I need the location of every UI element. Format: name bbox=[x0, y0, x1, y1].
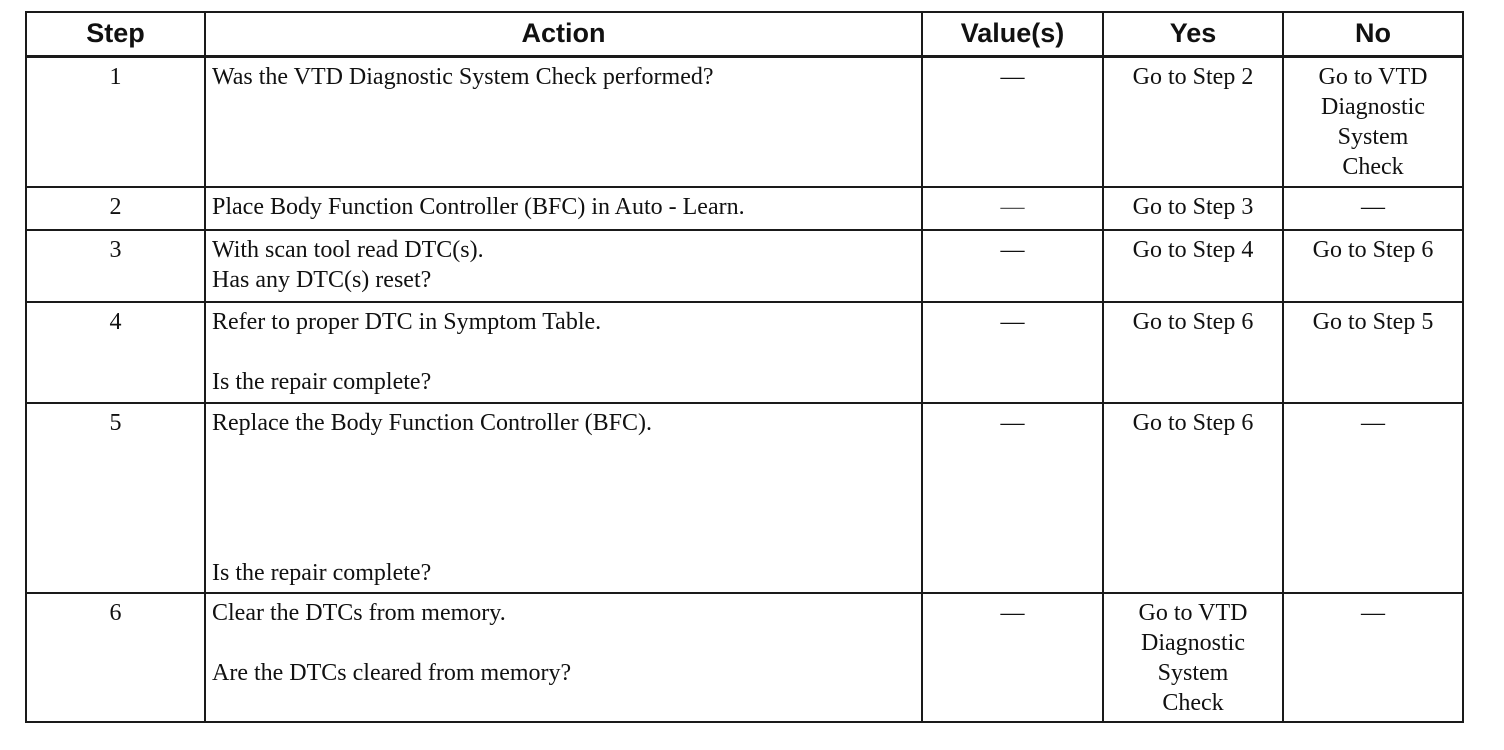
no-line: Diagnostic bbox=[1321, 93, 1425, 120]
no-cell bbox=[1283, 593, 1463, 722]
step-number: 1 bbox=[26, 56, 205, 187]
value-cell: — bbox=[922, 593, 1103, 722]
yes-line: Diagnostic bbox=[1141, 630, 1245, 656]
yes-line: Go to Step 2 bbox=[1132, 63, 1254, 90]
header-yes: Yes bbox=[1103, 12, 1283, 56]
action-line: With scan tool read DTC(s). bbox=[212, 237, 484, 263]
no-line: — bbox=[1361, 194, 1385, 220]
value-cell: — bbox=[922, 230, 1103, 302]
action-cell bbox=[205, 187, 922, 230]
table-row bbox=[26, 302, 1463, 403]
action-line: Clear the DTCs from memory. bbox=[212, 600, 506, 626]
no-line: — bbox=[1361, 410, 1385, 436]
no-cell bbox=[1283, 56, 1463, 187]
no-line: — bbox=[1361, 600, 1385, 626]
table-row bbox=[26, 56, 1463, 187]
action-cell bbox=[205, 230, 922, 302]
spacer bbox=[212, 337, 915, 367]
action-line: Are the DTCs cleared from memory? bbox=[212, 660, 572, 686]
table-row bbox=[26, 593, 1463, 722]
yes-line: System bbox=[1157, 660, 1229, 686]
no-line: Go to Step 5 bbox=[1312, 309, 1434, 335]
yes-cell bbox=[1103, 230, 1283, 302]
diagnostic-table bbox=[25, 11, 1464, 723]
no-line: Check bbox=[1342, 153, 1404, 180]
table-row bbox=[26, 230, 1463, 302]
yes-cell bbox=[1103, 403, 1283, 593]
header-action: Action bbox=[205, 12, 922, 56]
action-cell bbox=[205, 403, 922, 593]
action-cell bbox=[205, 56, 922, 187]
no-cell bbox=[1283, 187, 1463, 230]
action-line: Place Body Function Controller (BFC) in Auto - Learn. bbox=[212, 194, 745, 220]
step-number: 3 bbox=[26, 230, 205, 302]
value-cell: — bbox=[922, 403, 1103, 593]
yes-line: Go to Step 3 bbox=[1132, 194, 1254, 220]
spacer bbox=[212, 438, 915, 558]
step-number: 2 bbox=[26, 187, 205, 230]
table-header-row bbox=[26, 12, 1463, 56]
yes-line: Go to VTD bbox=[1138, 600, 1248, 626]
yes-cell bbox=[1103, 302, 1283, 403]
no-line: System bbox=[1337, 123, 1409, 150]
value-cell: — bbox=[922, 187, 1103, 230]
action-line: Was the VTD Diagnostic System Check performed? bbox=[212, 63, 714, 90]
action-cell bbox=[205, 593, 922, 722]
header-no: No bbox=[1283, 12, 1463, 56]
yes-cell bbox=[1103, 593, 1283, 722]
table-row bbox=[26, 403, 1463, 593]
yes-line: Go to Step 4 bbox=[1132, 237, 1254, 263]
action-cell bbox=[205, 302, 922, 403]
action-line: Has any DTC(s) reset? bbox=[212, 267, 432, 293]
value-cell: — bbox=[922, 302, 1103, 403]
yes-cell bbox=[1103, 187, 1283, 230]
step-number: 6 bbox=[26, 593, 205, 722]
no-cell bbox=[1283, 302, 1463, 403]
action-line: Is the repair complete? bbox=[212, 560, 432, 586]
no-cell bbox=[1283, 403, 1463, 593]
action-line: Is the repair complete? bbox=[212, 369, 432, 395]
yes-cell bbox=[1103, 56, 1283, 187]
header-step: Step bbox=[26, 12, 205, 56]
action-line: Refer to proper DTC in Symptom Table. bbox=[212, 309, 602, 335]
table-row bbox=[26, 187, 1463, 230]
action-line: Replace the Body Function Controller (BFC). bbox=[212, 410, 652, 436]
step-number: 5 bbox=[26, 403, 205, 593]
yes-line: Go to Step 6 bbox=[1132, 410, 1254, 436]
yes-line: Go to Step 6 bbox=[1132, 309, 1254, 335]
no-cell bbox=[1283, 230, 1463, 302]
value-cell: — bbox=[922, 56, 1103, 187]
no-line: Go to VTD bbox=[1318, 63, 1428, 90]
yes-line: Check bbox=[1162, 690, 1224, 716]
spacer bbox=[212, 628, 915, 658]
step-number: 4 bbox=[26, 302, 205, 403]
no-line: Go to Step 6 bbox=[1312, 237, 1434, 263]
header-values: Value(s) bbox=[922, 12, 1103, 56]
